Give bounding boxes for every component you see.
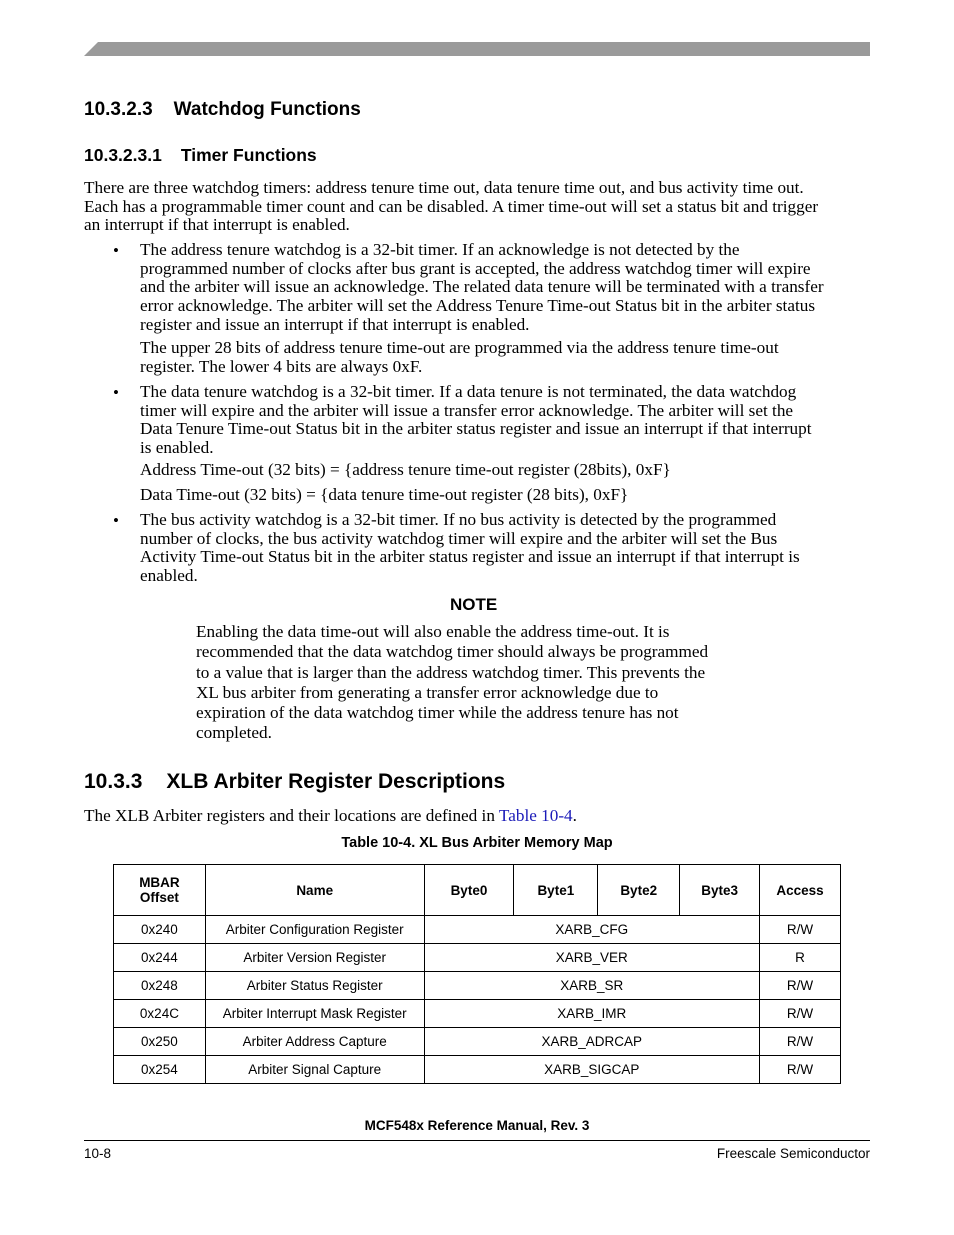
cell-access: R/W	[760, 1028, 841, 1056]
bullet-item-bus-activity	[140, 511, 870, 586]
cell-register: XARB_VER	[424, 944, 760, 972]
cell-register: XARB_ADRCAP	[424, 1028, 760, 1056]
header-name: Name	[205, 865, 424, 916]
text-line: Activity Time-out Status bit in the arbiter status register and issue an interrupt if that interrupt is	[140, 547, 800, 567]
register-intro-end: .	[572, 806, 577, 825]
section-heading-watchdog-functions	[84, 99, 361, 121]
text-line: completed.	[196, 723, 272, 743]
section-title: Timer Functions	[180, 145, 317, 165]
register-intro-text: The XLB Arbiter registers and their locations are defined in	[84, 806, 499, 825]
cell-name: Arbiter Interrupt Mask Register	[205, 1000, 424, 1028]
intro-paragraph	[84, 179, 870, 235]
footer-company: Freescale Semiconductor	[716, 1146, 870, 1161]
note-body	[196, 622, 757, 744]
text-line: Data Tenure Time-out Status bit in the arbiter status register and issue an interrupt if that interrupt	[140, 419, 812, 439]
table-row	[114, 1028, 841, 1056]
text-line: number of clocks, the bus activity watchdog timer will expire and the arbiter will set the Bus	[140, 528, 778, 548]
text-line: register. The lower 4 bits are always 0xF.	[140, 356, 423, 376]
text-line: recommended that the data watchdog timer should always be programmed	[196, 642, 709, 662]
text-line: and the arbiter will issue an acknowledge. The related data tenure will be terminated with a transfer	[140, 277, 824, 297]
cell-offset: 0x244	[114, 944, 206, 972]
table-caption: Table 10-4. XL Bus Arbiter Memory Map	[341, 835, 613, 851]
header-byte0: Byte0	[424, 865, 514, 916]
bullet-marker: •	[113, 383, 119, 402]
section-title: XLB Arbiter Register Descriptions	[166, 770, 506, 793]
register-intro-paragraph	[84, 807, 577, 826]
section-heading-register-descriptions	[84, 770, 505, 794]
table-row	[114, 972, 841, 1000]
text-line: The upper 28 bits of address tenure time-out are programmed via the address tenure time-out	[140, 338, 779, 357]
text-line: timer will expire and the arbiter will issue a transfer error acknowledge. The arbiter will set the	[140, 400, 794, 420]
text-line: The address tenure watchdog is a 32-bit timer. If an acknowledge is not detected by the	[140, 240, 740, 259]
section-number: 10.3.2.3	[84, 99, 153, 120]
text-line: The data tenure watchdog is a 32-bit timer. If a data tenure is not terminated, the data watchdog	[140, 382, 797, 401]
header-text: MBAR	[139, 875, 180, 890]
header-byte3: Byte3	[680, 865, 760, 916]
text-line: The bus activity watchdog is a 32-bit timer. If no bus activity is detected by the programmed	[140, 510, 777, 529]
cell-name: Arbiter Version Register	[205, 944, 424, 972]
cell-access: R	[760, 944, 841, 972]
table-reference-link[interactable]: Table 10-4	[498, 806, 573, 825]
text-line: enabled.	[140, 566, 198, 586]
bullet-item-data-tenure	[140, 383, 870, 458]
cell-offset: 0x250	[114, 1028, 206, 1056]
memory-map-table	[113, 864, 841, 1084]
bullet-marker: •	[113, 511, 119, 530]
footer-divider	[84, 1140, 870, 1141]
formula-address-timeout: Address Time-out (32 bits) = {address tenure time-out register (28bits), 0xF}	[140, 460, 671, 479]
footer-manual-title: MCF548x Reference Manual, Rev. 3	[364, 1118, 590, 1133]
cell-register: XARB_IMR	[424, 1000, 760, 1028]
table-row	[114, 1056, 841, 1084]
cell-offset: 0x248	[114, 972, 206, 1000]
bullet-marker: •	[113, 241, 119, 260]
header-byte2: Byte2	[598, 865, 680, 916]
bullet-item-address-tenure	[140, 241, 870, 335]
cell-name: Arbiter Status Register	[205, 972, 424, 1000]
table-row	[114, 916, 841, 944]
footer-page-number: 10-8	[84, 1146, 112, 1161]
text-line: There are three watchdog timers: address tenure time out, data tenure time out, and bus activity time out.	[84, 178, 804, 197]
text-line: register and issue an interrupt if that interrupt is enabled.	[140, 314, 530, 334]
text-line: error acknowledge. The arbiter will set the Address Tenure Time-out Status bit in the arbiter status	[140, 296, 816, 316]
cell-register: XARB_CFG	[424, 916, 760, 944]
text-line: expiration of the data watchdog timer while the address tenure has not	[196, 703, 679, 723]
text-line: Each has a programmable timer count and can be disabled. A timer time-out will set a status bit and trigger	[84, 196, 819, 216]
text-line: an interrupt if that interrupt is enabled.	[84, 215, 350, 235]
bullet-item-address-tenure-detail	[140, 339, 870, 376]
header-byte1: Byte1	[514, 865, 598, 916]
formula-data-timeout: Data Time-out (32 bits) = {data tenure time-out register (28 bits), 0xF}	[140, 485, 629, 504]
table-row	[114, 944, 841, 972]
text-line: XL bus arbiter from generating a transfer error acknowledge due to	[196, 682, 659, 702]
text-line: Enabling the data time-out will also enable the address time-out. It is	[196, 622, 670, 641]
cell-offset: 0x254	[114, 1056, 206, 1084]
cell-access: R/W	[760, 1000, 841, 1028]
header-mbar-offset	[114, 865, 206, 916]
cell-offset: 0x240	[114, 916, 206, 944]
cell-offset: 0x24C	[114, 1000, 206, 1028]
text-line: to a value that is larger than the address watchdog timer. This prevents the	[196, 662, 706, 682]
cell-access: R/W	[760, 972, 841, 1000]
note-title: NOTE	[450, 595, 498, 614]
cell-register: XARB_SR	[424, 972, 760, 1000]
section-heading-timer-functions	[84, 145, 317, 166]
header-text: Offset	[139, 890, 179, 905]
table-header-row	[114, 865, 841, 916]
cell-access: R/W	[760, 916, 841, 944]
cell-name: Arbiter Configuration Register	[205, 916, 424, 944]
section-number: 10.3.2.3.1	[84, 145, 162, 165]
section-title: Watchdog Functions	[173, 99, 361, 120]
table-row	[114, 1000, 841, 1028]
text-line: programmed number of clocks after bus grant is accepted, the address watchdog timer will expire	[140, 258, 811, 278]
header-access: Access	[760, 865, 841, 916]
cell-name: Arbiter Signal Capture	[205, 1056, 424, 1084]
cell-register: XARB_SIGCAP	[424, 1056, 760, 1084]
header-bar	[84, 42, 870, 56]
cell-name: Arbiter Address Capture	[205, 1028, 424, 1056]
cell-access: R/W	[760, 1056, 841, 1084]
text-line: is enabled.	[140, 438, 214, 458]
section-number: 10.3.3	[84, 770, 143, 793]
